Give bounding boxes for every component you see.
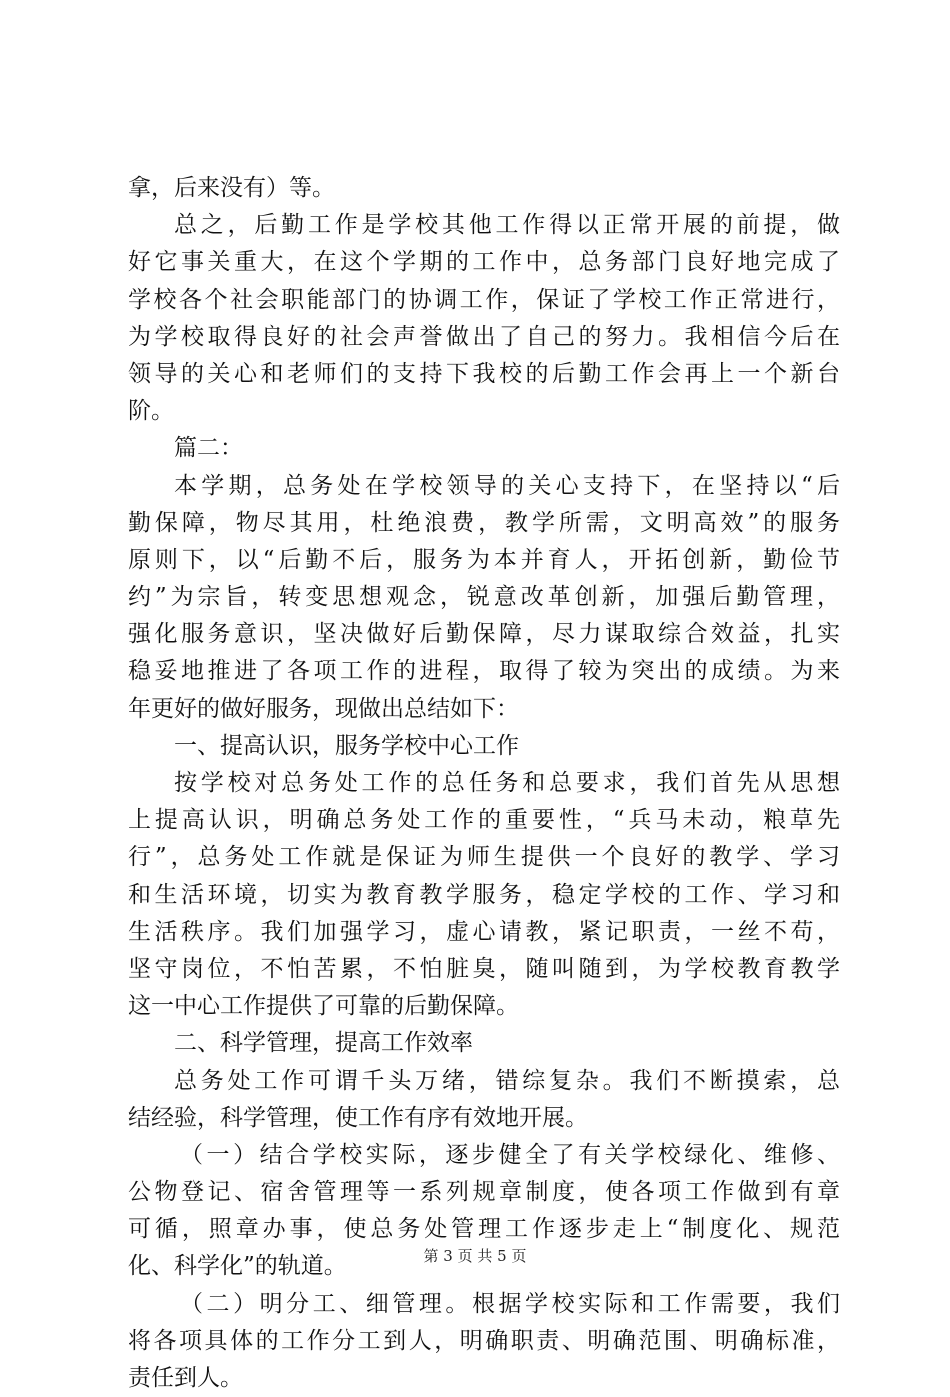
text-line: 这一中心工作提供了可靠的后勤保障。	[128, 993, 519, 1020]
text-line: 学校各个社会职能部门的协调工作，保证了学校工作正常进行，	[128, 286, 840, 313]
text-line: （一）结合学校实际，逐步健全了有关学校绿化、维修、	[180, 1141, 840, 1168]
text-line: 约”为宗旨，转变思想观念，锐意改革创新，加强后勤管理，	[128, 584, 840, 611]
text-line: 拿，后来没有）等。	[128, 175, 335, 201]
text-line: 和生活环境，切实为教育教学服务，稳定学校的工作、学习和	[128, 881, 840, 908]
text-line: 勤保障，物尽其用，杜绝浪费，教学所需，文明高效”的服务	[128, 509, 840, 536]
text-line: 总之，后勤工作是学校其他工作得以正常开展的前提，做	[174, 212, 840, 239]
text-line: 可循，照章办事，使总务处管理工作逐步走上“制度化、规范	[128, 1216, 840, 1243]
text-line: 化、科学化”的轨道。	[128, 1253, 347, 1280]
text-line: 结经验，科学管理，使工作有序有效地开展。	[128, 1104, 588, 1131]
text-line: 阶。	[128, 398, 174, 425]
text-line: 强化服务意识，坚决做好后勤保障，尽力谋取综合效益，扎实	[128, 621, 840, 648]
text-line: 公物登记、宿舍管理等一系列规章制度，使各项工作做到有章	[128, 1179, 840, 1206]
text-line: 二、科学管理，提高工作效率	[174, 1030, 473, 1057]
text-line: 一、提高认识，服务学校中心工作	[174, 732, 519, 759]
text-line: 生活秩序。我们加强学习，虚心请教，紧记职责，一丝不苟，	[128, 918, 840, 945]
text-line: 篇二：	[174, 435, 243, 462]
text-line: 为学校取得良好的社会声誉做出了自己的努力。我相信今后在	[128, 323, 840, 350]
text-line: 上提高认识，明确总务处工作的重要性，“兵马未动，粮草先	[128, 807, 840, 834]
document-body	[128, 170, 840, 1397]
text-line: 领导的关心和老师们的支持下我校的后勤工作会再上一个新台	[128, 360, 840, 387]
text-line: 责任到人。	[128, 1365, 243, 1391]
text-line: 本学期，总务处在学校领导的关心支持下，在坚持以“后	[174, 472, 840, 499]
text-line: 总务处工作可谓千头万绪，错综复杂。我们不断摸索，总	[174, 1067, 840, 1094]
text-line: 将各项具体的工作分工到人，明确职责、明确范围、明确标准，	[128, 1327, 840, 1354]
text-line: 年更好的做好服务，现做出总结如下：	[128, 695, 519, 722]
page-footer: 第 3 页 共 5 页	[423, 1247, 527, 1265]
text-line: 好它事关重大，在这个学期的工作中，总务部门良好地完成了	[128, 249, 840, 276]
text-line: 稳妥地推进了各项工作的进程，取得了较为突出的成绩。为来	[128, 658, 840, 685]
text-line: 原则下，以“后勤不后，服务为本并育人，开拓创新，勤俭节	[128, 546, 840, 573]
text-line: 坚守岗位，不怕苦累，不怕脏臭，随叫随到，为学校教育教学	[128, 955, 840, 982]
text-line: （二）明分工、细管理。根据学校实际和工作需要，我们	[180, 1290, 840, 1317]
text-line: 按学校对总务处工作的总任务和总要求，我们首先从思想	[174, 770, 840, 796]
text-line: 行”，总务处工作就是保证为师生提供一个良好的教学、学习	[128, 844, 840, 871]
